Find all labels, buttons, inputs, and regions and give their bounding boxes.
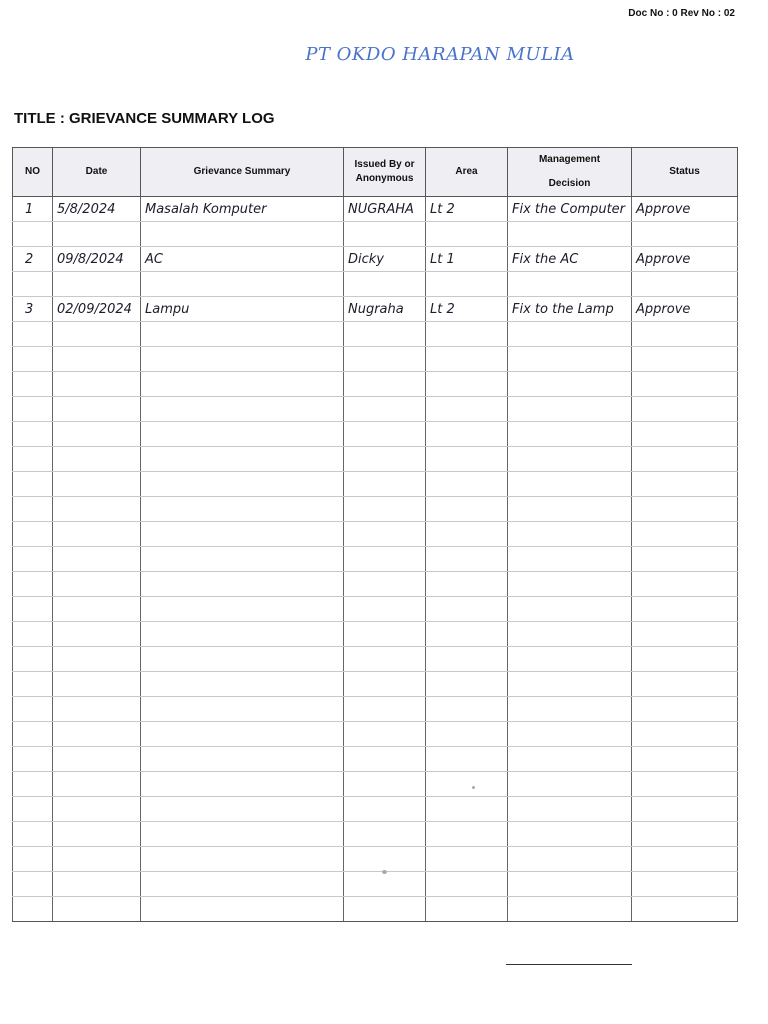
cell-decision	[508, 772, 632, 797]
cell-area	[426, 447, 508, 472]
cell-issued	[344, 222, 426, 247]
cell-date	[53, 472, 141, 497]
cell-summary: Masalah Komputer	[141, 197, 344, 222]
cell-area	[426, 372, 508, 397]
cell-area	[426, 847, 508, 872]
cell-summary	[141, 797, 344, 822]
cell-area	[426, 497, 508, 522]
cell-summary	[141, 572, 344, 597]
cell-no	[13, 872, 53, 897]
cell-area	[426, 622, 508, 647]
cell-no	[13, 647, 53, 672]
cell-summary	[141, 597, 344, 622]
cell-status	[632, 847, 738, 872]
cell-issued: Nugraha	[344, 297, 426, 322]
cell-summary	[141, 622, 344, 647]
cell-area	[426, 747, 508, 772]
table-row	[13, 622, 738, 647]
cell-date	[53, 447, 141, 472]
col-header-no: NO	[13, 148, 53, 197]
cell-date	[53, 897, 141, 922]
cell-issued	[344, 797, 426, 822]
cell-decision	[508, 672, 632, 697]
col-header-date: Date	[53, 148, 141, 197]
cell-issued	[344, 597, 426, 622]
cell-decision	[508, 322, 632, 347]
cell-date	[53, 622, 141, 647]
cell-decision	[508, 697, 632, 722]
cell-summary	[141, 497, 344, 522]
cell-summary	[141, 722, 344, 747]
table-row	[13, 272, 738, 297]
table-row	[13, 747, 738, 772]
cell-date	[53, 522, 141, 547]
cell-summary: Lampu	[141, 297, 344, 322]
cell-status: Approve	[632, 247, 738, 272]
cell-status	[632, 722, 738, 747]
cell-no	[13, 447, 53, 472]
cell-no	[13, 222, 53, 247]
cell-issued	[344, 722, 426, 747]
cell-date	[53, 822, 141, 847]
cell-area	[426, 472, 508, 497]
cell-summary	[141, 322, 344, 347]
cell-date	[53, 497, 141, 522]
cell-issued	[344, 472, 426, 497]
cell-area	[426, 322, 508, 347]
cell-no	[13, 522, 53, 547]
table-row	[13, 497, 738, 522]
cell-date	[53, 322, 141, 347]
cell-decision	[508, 472, 632, 497]
table-row	[13, 372, 738, 397]
cell-status	[632, 347, 738, 372]
table-row	[13, 322, 738, 347]
table-row	[13, 847, 738, 872]
cell-summary	[141, 822, 344, 847]
cell-no: 2	[13, 247, 53, 272]
cell-decision	[508, 822, 632, 847]
cell-issued	[344, 522, 426, 547]
cell-area	[426, 597, 508, 622]
cell-status	[632, 797, 738, 822]
cell-date	[53, 372, 141, 397]
cell-summary	[141, 347, 344, 372]
cell-decision	[508, 722, 632, 747]
cell-no	[13, 747, 53, 772]
cell-area	[426, 822, 508, 847]
col-header-issued-line2: Anonymous	[355, 173, 414, 184]
cell-no	[13, 497, 53, 522]
cell-decision	[508, 897, 632, 922]
cell-status	[632, 547, 738, 572]
cell-issued	[344, 347, 426, 372]
cell-no	[13, 272, 53, 297]
cell-status	[632, 272, 738, 297]
cell-status	[632, 322, 738, 347]
cell-status	[632, 222, 738, 247]
cell-date	[53, 872, 141, 897]
table-row	[13, 897, 738, 922]
cell-date	[53, 672, 141, 697]
cell-date	[53, 347, 141, 372]
table-row	[13, 822, 738, 847]
cell-summary	[141, 397, 344, 422]
cell-no	[13, 572, 53, 597]
col-header-decision-line1: Management	[538, 154, 601, 165]
col-header-issued	[344, 148, 426, 197]
cell-decision	[508, 497, 632, 522]
cell-date	[53, 397, 141, 422]
cell-status	[632, 622, 738, 647]
cell-summary	[141, 697, 344, 722]
cell-status	[632, 822, 738, 847]
cell-summary	[141, 672, 344, 697]
table-row	[13, 797, 738, 822]
cell-date	[53, 222, 141, 247]
cell-decision	[508, 872, 632, 897]
cell-decision	[508, 272, 632, 297]
cell-summary	[141, 872, 344, 897]
cell-status	[632, 497, 738, 522]
signature-line	[506, 964, 632, 965]
cell-area: Lt 2	[426, 297, 508, 322]
cell-date	[53, 272, 141, 297]
table-header-row	[13, 148, 738, 197]
cell-no	[13, 597, 53, 622]
cell-area	[426, 672, 508, 697]
cell-summary	[141, 772, 344, 797]
cell-decision	[508, 747, 632, 772]
cell-area	[426, 422, 508, 447]
table-row	[13, 222, 738, 247]
cell-status	[632, 572, 738, 597]
col-header-decision	[508, 148, 632, 197]
cell-status	[632, 447, 738, 472]
cell-issued	[344, 422, 426, 447]
cell-area	[426, 522, 508, 547]
cell-issued	[344, 697, 426, 722]
cell-issued	[344, 547, 426, 572]
cell-summary	[141, 897, 344, 922]
cell-no	[13, 672, 53, 697]
cell-no	[13, 822, 53, 847]
cell-decision	[508, 572, 632, 597]
cell-status	[632, 647, 738, 672]
cell-area	[426, 772, 508, 797]
cell-decision	[508, 647, 632, 672]
cell-no	[13, 772, 53, 797]
cell-decision	[508, 522, 632, 547]
cell-decision	[508, 622, 632, 647]
cell-summary	[141, 222, 344, 247]
cell-issued	[344, 497, 426, 522]
cell-issued: Dicky	[344, 247, 426, 272]
cell-status	[632, 772, 738, 797]
cell-no	[13, 472, 53, 497]
table-row	[13, 197, 738, 222]
cell-status: Approve	[632, 297, 738, 322]
scan-speck	[472, 786, 475, 789]
table-row	[13, 772, 738, 797]
cell-no	[13, 547, 53, 572]
cell-decision	[508, 397, 632, 422]
cell-no	[13, 797, 53, 822]
cell-issued	[344, 897, 426, 922]
cell-date	[53, 797, 141, 822]
cell-no	[13, 847, 53, 872]
cell-status	[632, 697, 738, 722]
cell-date	[53, 572, 141, 597]
cell-area	[426, 797, 508, 822]
cell-summary	[141, 747, 344, 772]
cell-issued	[344, 622, 426, 647]
cell-date	[53, 697, 141, 722]
cell-date: 5/8/2024	[53, 197, 141, 222]
cell-status	[632, 372, 738, 397]
cell-no	[13, 622, 53, 647]
cell-decision: Fix the AC	[508, 247, 632, 272]
cell-issued	[344, 822, 426, 847]
cell-no	[13, 697, 53, 722]
cell-area	[426, 897, 508, 922]
cell-summary	[141, 847, 344, 872]
cell-status	[632, 872, 738, 897]
cell-decision	[508, 447, 632, 472]
cell-decision	[508, 547, 632, 572]
table-body	[13, 197, 738, 922]
table-row	[13, 247, 738, 272]
table-row	[13, 547, 738, 572]
cell-decision	[508, 372, 632, 397]
table-row	[13, 597, 738, 622]
cell-no	[13, 397, 53, 422]
cell-status	[632, 397, 738, 422]
cell-summary	[141, 647, 344, 672]
cell-summary	[141, 522, 344, 547]
cell-area	[426, 347, 508, 372]
grievance-log-table	[12, 147, 738, 922]
cell-decision: Fix the Computer	[508, 197, 632, 222]
table-row	[13, 522, 738, 547]
cell-summary: AC	[141, 247, 344, 272]
cell-date: 09/8/2024	[53, 247, 141, 272]
col-header-summary: Grievance Summary	[141, 148, 344, 197]
cell-decision	[508, 597, 632, 622]
cell-date: 02/09/2024	[53, 297, 141, 322]
cell-summary	[141, 422, 344, 447]
page-title: TITLE : GRIEVANCE SUMMARY LOG	[14, 110, 275, 127]
cell-no	[13, 897, 53, 922]
cell-issued	[344, 872, 426, 897]
cell-summary	[141, 272, 344, 297]
cell-status	[632, 597, 738, 622]
cell-area	[426, 872, 508, 897]
cell-area	[426, 397, 508, 422]
cell-issued	[344, 372, 426, 397]
cell-area	[426, 722, 508, 747]
table-row	[13, 572, 738, 597]
scan-speck	[382, 870, 387, 874]
cell-summary	[141, 472, 344, 497]
cell-summary	[141, 447, 344, 472]
cell-area	[426, 572, 508, 597]
table-row	[13, 397, 738, 422]
cell-summary	[141, 372, 344, 397]
cell-area	[426, 647, 508, 672]
cell-area	[426, 547, 508, 572]
cell-date	[53, 422, 141, 447]
table-row	[13, 472, 738, 497]
cell-no	[13, 347, 53, 372]
company-name: PT OKDO HARAPAN MULIA	[305, 44, 575, 65]
table-row	[13, 647, 738, 672]
cell-status	[632, 672, 738, 697]
cell-date	[53, 747, 141, 772]
cell-issued	[344, 572, 426, 597]
col-header-issued-line1: Issued By or	[354, 159, 415, 170]
col-header-status: Status	[632, 148, 738, 197]
doc-number: Doc No : 0 Rev No : 02	[628, 8, 735, 19]
cell-decision: Fix to the Lamp	[508, 297, 632, 322]
cell-decision	[508, 422, 632, 447]
cell-status	[632, 472, 738, 497]
cell-issued	[344, 672, 426, 697]
cell-area: Lt 1	[426, 247, 508, 272]
cell-status	[632, 747, 738, 772]
cell-area	[426, 272, 508, 297]
cell-summary	[141, 547, 344, 572]
cell-status	[632, 897, 738, 922]
cell-issued	[344, 447, 426, 472]
cell-status	[632, 522, 738, 547]
cell-date	[53, 847, 141, 872]
cell-issued	[344, 772, 426, 797]
table-row	[13, 447, 738, 472]
cell-area	[426, 697, 508, 722]
cell-no	[13, 322, 53, 347]
cell-no	[13, 422, 53, 447]
cell-date	[53, 597, 141, 622]
cell-issued	[344, 322, 426, 347]
table-row	[13, 297, 738, 322]
table-row	[13, 722, 738, 747]
table-row	[13, 672, 738, 697]
table-row	[13, 422, 738, 447]
cell-issued	[344, 847, 426, 872]
cell-decision	[508, 797, 632, 822]
cell-no: 1	[13, 197, 53, 222]
cell-issued	[344, 747, 426, 772]
table-row	[13, 697, 738, 722]
cell-decision	[508, 847, 632, 872]
cell-decision	[508, 222, 632, 247]
cell-issued	[344, 397, 426, 422]
cell-date	[53, 547, 141, 572]
cell-issued	[344, 647, 426, 672]
col-header-decision-line2: Decision	[548, 178, 591, 189]
cell-status	[632, 422, 738, 447]
cell-date	[53, 647, 141, 672]
cell-status: Approve	[632, 197, 738, 222]
cell-issued	[344, 272, 426, 297]
cell-issued: NUGRAHA	[344, 197, 426, 222]
cell-area: Lt 2	[426, 197, 508, 222]
col-header-area: Area	[426, 148, 508, 197]
cell-no	[13, 722, 53, 747]
cell-date	[53, 722, 141, 747]
cell-no	[13, 372, 53, 397]
cell-no: 3	[13, 297, 53, 322]
table-row	[13, 347, 738, 372]
cell-decision	[508, 347, 632, 372]
cell-area	[426, 222, 508, 247]
table-row	[13, 872, 738, 897]
cell-date	[53, 772, 141, 797]
